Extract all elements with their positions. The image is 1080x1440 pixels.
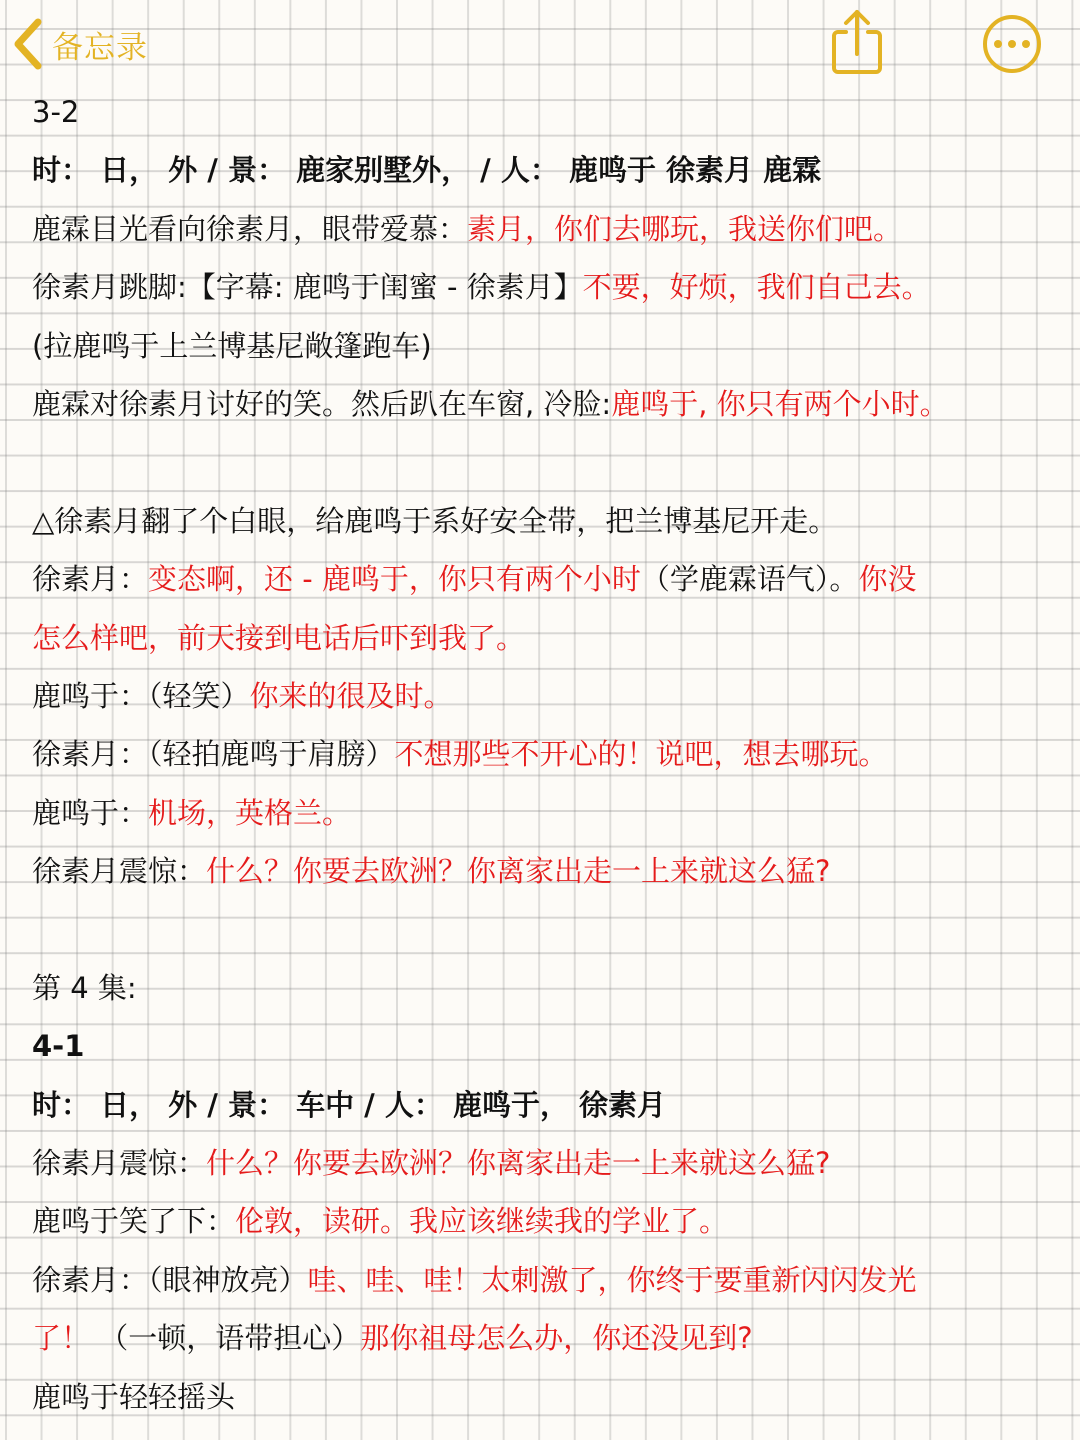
note-line [32, 959, 1062, 1017]
note-line [32, 550, 1062, 608]
dialogue-text: 素月，你们去哪玩，我送你们吧。 [467, 211, 903, 246]
narration-text: （一顿，语带担心） [90, 1321, 361, 1356]
note-line [32, 667, 1062, 725]
more-icon [980, 63, 1044, 82]
narration-text: (拉鹿鸣于上兰博基尼敞篷跑车) [32, 328, 432, 363]
note-line [32, 725, 1062, 783]
note-line [32, 1309, 1062, 1367]
narration-text: 第 4 集: [32, 970, 137, 1005]
note-line [32, 141, 1062, 199]
blank-line [32, 433, 1062, 491]
navigation-bar [0, 0, 1080, 90]
dialogue-text: 变态啊，还 - 鹿鸣于，你只有两个小时 [148, 562, 641, 597]
note-line [32, 317, 1062, 375]
dialogue-text: 什么？你要去欧洲？你离家出走一上来就这么猛? [206, 1146, 831, 1181]
narration-text: 徐素月跳脚:【字幕: 鹿鸣于闺蜜 - 徐素月】 [32, 270, 583, 305]
narration-text: 徐素月： [32, 562, 149, 597]
narration-text: 徐素月：（轻拍鹿鸣于肩膀） [32, 737, 395, 772]
dialogue-text: 你没 [858, 562, 917, 597]
dialogue-text: 你来的很及时。 [249, 678, 453, 713]
dialogue-text: 怎么样吧，前天接到电话后吓到我了。 [32, 620, 526, 655]
share-button[interactable] [828, 6, 884, 76]
note-line [32, 258, 1062, 316]
scene-heading-text: 时： 日， 外 / 景： 鹿家别墅外， / 人： 鹿鸣于 徐素月 鹿霖 [32, 153, 822, 188]
note-line [32, 842, 1062, 900]
note-line [32, 1192, 1062, 1250]
back-button[interactable] [10, 14, 148, 74]
more-button[interactable] [980, 14, 1044, 78]
dialogue-text: 鹿鸣于, 你只有两个小时。 [611, 386, 949, 421]
note-line [32, 200, 1062, 258]
note-body[interactable] [32, 83, 1062, 1426]
scene-heading-text: 时： 日， 外 / 景： 车中 / 人： 鹿鸣于， 徐素月 [32, 1087, 667, 1122]
narration-text: 鹿鸣于： [32, 795, 149, 830]
narration-text: 鹿霖目光看向徐素月，眼带爱慕： [32, 211, 468, 246]
note-line [32, 1134, 1062, 1192]
dialogue-text: 什么？你要去欧洲？你离家出走一上来就这么猛? [206, 854, 831, 889]
narration-text: 徐素月：（眼神放亮） [32, 1262, 308, 1297]
narration-text: 3-2 [32, 95, 80, 129]
dialogue-text: 哇、哇、哇！太刺激了，你终于要重新闪闪发光 [307, 1262, 917, 1297]
note-line [32, 492, 1062, 550]
narration-text: 徐素月震惊： [32, 1146, 207, 1181]
dialogue-text: 伦敦，读研。我应该继续我的学业了。 [235, 1204, 729, 1239]
dialogue-text: 不想那些不开心的！说吧，想去哪玩。 [394, 737, 888, 772]
narration-text: 鹿鸣于轻轻摇头 [32, 1379, 236, 1414]
note-line [32, 83, 1062, 141]
note-line [32, 609, 1062, 667]
note-line [32, 1076, 1062, 1134]
dialogue-text: 不要，好烦，我们自己去。 [582, 270, 931, 305]
note-line [32, 1017, 1062, 1075]
dialogue-text: 那你祖母怎么办，你还没见到? [360, 1321, 753, 1356]
narration-text: 徐素月震惊： [32, 854, 207, 889]
note-line [32, 1368, 1062, 1426]
scene-heading-text: 4-1 [32, 1029, 85, 1064]
dialogue-text: 了！ [32, 1321, 91, 1356]
note-line [32, 375, 1062, 433]
narration-text: 鹿鸣于：（轻笑） [32, 678, 250, 713]
back-label: 备忘录 [52, 29, 148, 66]
narration-text: （学鹿霖语气）。 [640, 562, 859, 597]
narration-text: △徐素月翻了个白眼，给鹿鸣于系好安全带，把兰博基尼开走。 [32, 503, 838, 538]
share-icon [828, 61, 884, 80]
narration-text: 鹿鸣于笑了下： [32, 1204, 236, 1239]
chevron-left-icon [10, 16, 44, 72]
dialogue-text: 机场，英格兰。 [148, 795, 352, 830]
blank-line [32, 900, 1062, 958]
note-line [32, 1251, 1062, 1309]
narration-text: 鹿霖对徐素月讨好的笑。然后趴在车窗, 冷脸: [32, 386, 612, 421]
note-line [32, 784, 1062, 842]
